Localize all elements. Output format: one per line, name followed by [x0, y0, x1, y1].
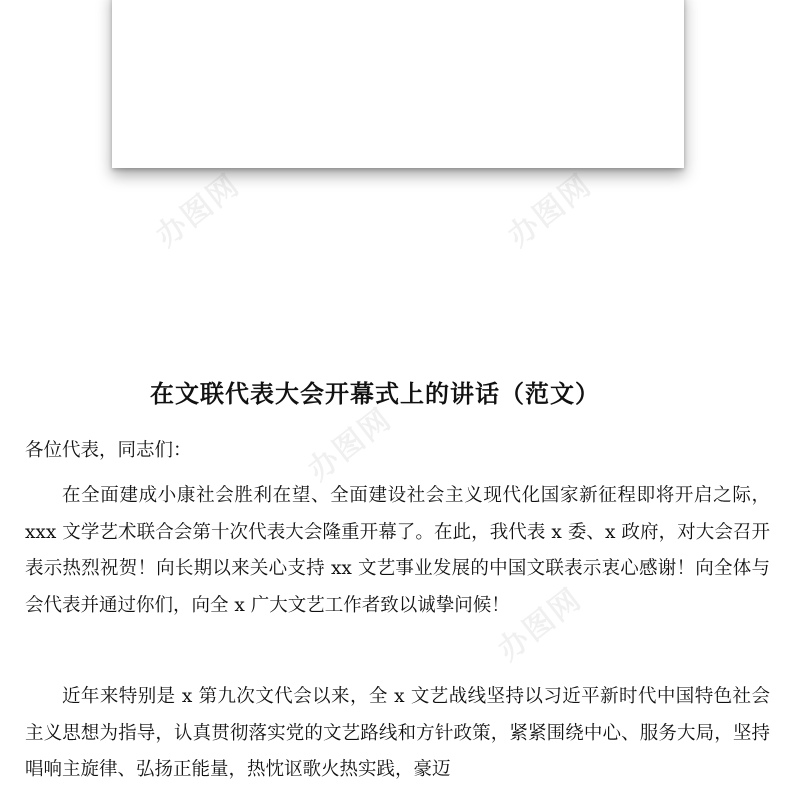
salutation: 各位代表，同志们：	[25, 440, 192, 461]
previous-page-card	[112, 0, 684, 168]
body-paragraph-2: 近年来特别是 x 第九次文代会以来，全 x 文艺战线坚持以习近平新时代中国特色社会主义思想为指导，认真贯彻落实党的文艺路线和方针政策，紧紧围绕中心、服务大局，坚持唱响主旋律、弘扬正能量，热忱讴歌火热实践，豪迈	[25, 686, 770, 780]
document-title: 在文联代表大会开幕式上的讲话（范文）	[150, 379, 600, 408]
watermark-logo: 办图网	[149, 167, 247, 255]
watermark-logo: 办图网	[501, 167, 599, 255]
watermark-logo: 办图网	[491, 581, 589, 669]
body-paragraph-1: 在全面建成小康社会胜利在望、全面建设社会主义现代化国家新征程即将开启之际，xxx 文学艺术联合会第十次代表大会隆重开幕了。在此，我代表 x 委、x 政府，对大会召开表示热烈祝贺！向长期以来关心支持 xx 文艺事业发展的中国文联表示衷心感谢！向全体与会代表并通过你们，向全 x 广大文艺工作者致以诚挚问候！	[25, 485, 770, 616]
watermark-logo: 办图网	[301, 401, 399, 489]
